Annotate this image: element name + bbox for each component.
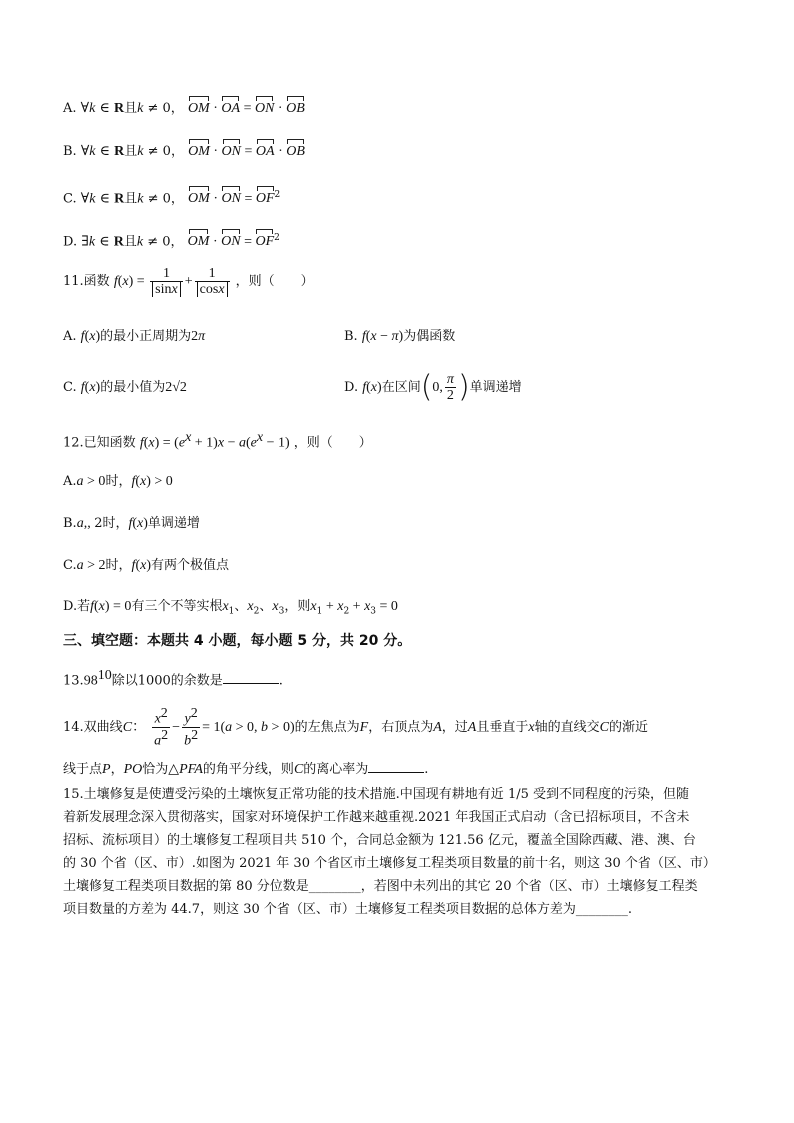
option-10a: A. ∀k ∈ R且k ≠ 0， OM · OA = ON · OB (63, 99, 305, 119)
option-12a: A.a > 0时，f(x) > 0 (63, 474, 173, 489)
option-10b: B. ∀k ∈ R且k ≠ 0， OM · ON = OA · OB (63, 142, 305, 162)
question-11-stem: 11.函数 f(x) = $\frac{1}{\sin x}$ + $\frac{1}{\cos x}$ ，则（ ） (63, 265, 314, 297)
question-15 (63, 783, 735, 921)
option-10d: D. ∃k ∈ R且k ≠ 0， OM · ON = $OF^2$ (63, 228, 280, 252)
question-15-line: 的 30 个省（区、市）.如图为 2021 年 30 个省区市土壤修复工程类项目数量的前十名，则这 30 个省（区、市） (63, 856, 716, 871)
question-13: 13.98$^{10}$除以1000的余数是 . (63, 668, 283, 689)
option-11b: B. f(x − π)为偶函数 (344, 329, 456, 344)
question-15-line: 着新发展理念深入贯彻落实，国家对环境保护工作越来越重视.2021 年我国正式启动（含已招标项目，不含未 (63, 810, 690, 825)
option-11d: D. f(x)在区间(0, $\frac{\pi}{2}$ )单调递增 (344, 369, 522, 405)
option-11c: C. f(x)的最小值为2√2 (63, 380, 187, 395)
option-12b: B.a,, 2时，f(x)单调递增 (63, 516, 200, 531)
option-12d: D.若f(x) = 0有三个不等实根$x_1$、$x_2$、$x_3$，则$x_1 + x_2 + x_3 = 0$ (63, 599, 398, 617)
question-15-line: 土壤修复工程类项目数据的第 80 分位数是________，若图中未列出的其它 20 个省（区、市）土壤修复工程类 (63, 879, 698, 894)
section-3-title: 三、填空题：本题共 4 小题，每小题 5 分，共 20 分。 (63, 633, 412, 649)
option-12c: C.a > 2时，f(x)有两个极值点 (63, 558, 230, 573)
question-14-line2: 线于点P，PO恰为△PFA的角平分线，则C的离心率为 . (63, 762, 429, 777)
option-10c: C. ∀k ∈ R且k ≠ 0， OM · ON = $OF^2$ (63, 185, 280, 209)
option-11a: A. f(x)的最小正周期为2π (63, 329, 206, 344)
question-14-line1: 14.双曲线C： $\frac{x^2}{a^2}$ − $\frac{y^2}{b^2}$ = 1(a > 0, b > 0)的左焦点为F，右顶点为A，过A且垂直于x轴的直线交C的渐近 (63, 706, 648, 749)
question-15-line: 招标、流标项目）的土壤修复工程项目共 510 个，合同总金额为 121.56 亿元，覆盖全国除西藏、港、澳、台 (63, 833, 696, 848)
question-12-stem: 12.已知函数 $f(x) = (e^x + 1)x - a(e^x - 1)$ ，则（ ） (63, 430, 372, 451)
question-15-line: 15.土壤修复是使遭受污染的土壤恢复正常功能的技术措施.中国现有耕地有近 1/5 受到不同程度的污染，但随 (63, 787, 689, 802)
question-15-line: 项目数量的方差为 44.7，则这 30 个省（区、市）土壤修复工程类项目数据的总体方差为________. (63, 902, 633, 917)
